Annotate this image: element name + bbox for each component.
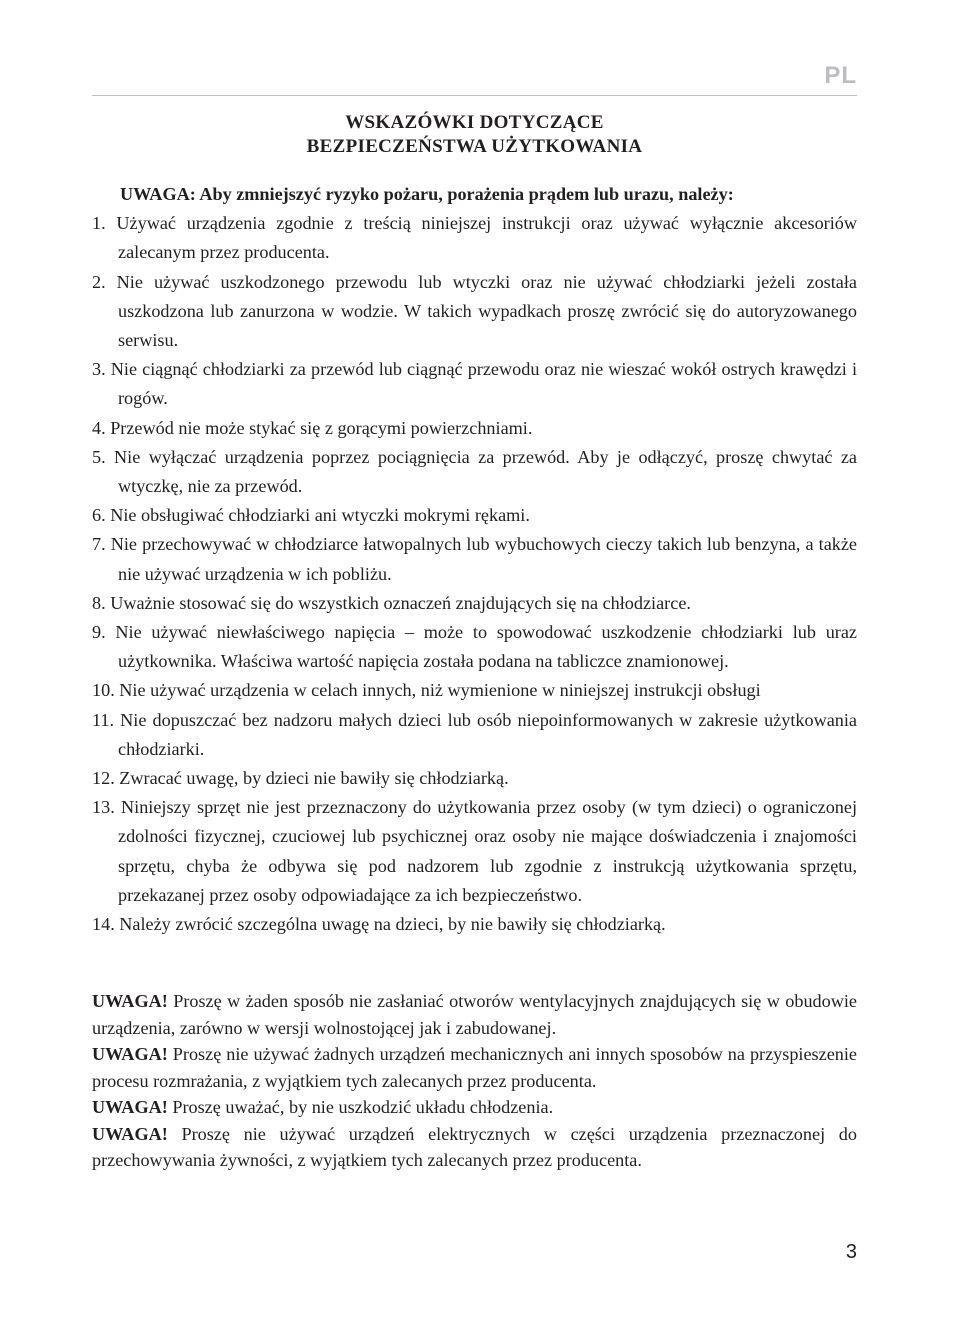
lead-warning: UWAGA: Aby zmniejszyć ryzyko pożaru, porażenia prądem lub urazu, należy:	[120, 184, 734, 204]
warnings-section	[92, 988, 857, 1174]
item-number: 6.	[92, 505, 106, 526]
item-number: 12.	[92, 768, 115, 789]
language-label: PL	[824, 62, 857, 89]
item-text: Zwracać uwagę, by dzieci nie bawiły się chłodziarką.	[119, 768, 509, 789]
item-number: 5.	[92, 446, 106, 467]
header-divider	[92, 95, 857, 96]
page-title	[92, 111, 857, 159]
list-item	[92, 268, 857, 356]
item-text: Nie wyłączać urządzenia poprzez pociągnięcia za przewód. Aby je odłączyć, proszę chwytać za wtyczkę, nie za przewód.	[114, 446, 857, 497]
item-text: Nie używać urządzenia w celach innych, niż wymienione w niniejszej instrukcji obsługi	[119, 680, 761, 701]
item-text: Nie ciągnąć chłodziarki za przewód lub ciągnąć przewodu oraz nie wieszać wokół ostrych krawędzi i rogów.	[110, 359, 858, 409]
warning-text: Proszę uważać, by nie uszkodzić układu chłodzenia.	[172, 1097, 554, 1117]
page-number: 3	[845, 1241, 857, 1263]
list-item	[92, 706, 857, 764]
instruction-list	[92, 209, 857, 939]
list-item	[92, 793, 857, 910]
warning-text: Proszę nie używać urządzeń elektrycznych w części urządzenia przeznaczonej do przechowywania żywności, z wyjątkiem tych zalecanych przez producenta.	[92, 1123, 857, 1170]
list-item	[92, 355, 857, 413]
item-text: Nie używać uszkodzonego przewodu lub wtyczki oraz nie używać chłodziarki jeżeli została uszkodzona lub zanurzona w wodzie. W takich wypadkach proszę zwrócić się do autoryzowanego serwisu.	[116, 271, 858, 351]
item-text: Nie przechowywać w chłodziarce łatwopalnych lub wybuchowych cieczy takich lub benzyna, a także nie używać urządzenia w ich pobliżu.	[110, 534, 858, 584]
item-number: 7.	[92, 534, 106, 555]
item-number: 10.	[92, 680, 115, 701]
item-number: 8.	[92, 592, 106, 613]
item-text: Przewód nie może stykać się z gorącymi powierzchniami.	[110, 417, 533, 438]
list-item	[92, 676, 857, 705]
warning-text: Proszę w żaden sposób nie zasłaniać otworów wentylacyjnych znajdujących się w obudowie urządzenia, zarówno w wersji wolnostojącej jak i zabudowanej.	[92, 991, 857, 1038]
title-line-1: WSKAZÓWKI DOTYCZĄCE	[345, 112, 604, 133]
item-number: 3.	[92, 359, 106, 380]
list-item	[92, 501, 857, 530]
item-text: Niniejszy sprzęt nie jest przeznaczony do użytkowania przez osoby (w tym dzieci) o ograniczonej zdolności fizycznej, czuciowej lub psychicznej oraz osoby nie mające doświadczenia i znajomości sprzętu, chyba że odbywa się pod nadzorem lub zgodnie z instrukcją użytkowania sprzętu, przekazanej przez osoby odpowiadające za ich bezpieczeństwo.	[118, 797, 858, 905]
item-number: 13.	[92, 797, 115, 818]
warning-text: Proszę nie używać żadnych urządzeń mechanicznych ani innych sposobów na przyspieszenie procesu rozmrażania, z wyjątkiem tych zalecanych przez producenta.	[92, 1044, 857, 1091]
list-item	[92, 209, 857, 267]
item-number: 1.	[92, 213, 106, 234]
warning-label: UWAGA!	[92, 1123, 168, 1144]
warning-paragraph	[92, 988, 857, 1041]
item-text: Używać urządzenia zgodnie z treścią niniejszej instrukcji oraz używać wyłącznie akcesoriów zalecanym przez producenta.	[116, 213, 857, 263]
item-text: Nie dopuszczać bez nadzoru małych dzieci lub osób niepoinformowanych w zakresie użytkowania chłodziarki.	[118, 709, 857, 759]
warning-label: UWAGA!	[92, 991, 168, 1011]
list-item	[92, 910, 857, 939]
warning-paragraph	[92, 1121, 857, 1174]
warning-paragraph	[92, 1041, 857, 1094]
item-text: Należy zwrócić szczególna uwagę na dzieci, by nie bawiły się chłodziarką.	[119, 914, 666, 935]
list-item	[92, 530, 857, 588]
item-number: 11.	[92, 709, 115, 730]
warning-paragraph	[92, 1094, 857, 1121]
warning-label: UWAGA!	[92, 1044, 168, 1064]
item-number: 14.	[92, 914, 115, 935]
item-number: 9.	[92, 622, 106, 643]
item-number: 2.	[92, 271, 106, 292]
item-text: Nie obsługiwać chłodziarki ani wtyczki mokrymi rękami.	[110, 505, 530, 526]
item-text: Uważnie stosować się do wszystkich oznaczeń znajdujących się na chłodziarce.	[110, 592, 691, 613]
item-text: Nie używać niewłaściwego napięcia – może to spowodować uszkodzenie chłodziarki lub uraz użytkownika. Właściwa wartość napięcia została podana na tabliczce znamionowej.	[115, 622, 858, 672]
item-number: 4.	[92, 417, 106, 438]
list-item	[92, 589, 857, 618]
warning-label: UWAGA!	[92, 1097, 168, 1117]
list-item	[92, 443, 857, 501]
title-line-2: BEZPIECZEŃSTWA UŻYTKOWANIA	[306, 136, 643, 157]
list-item	[92, 414, 857, 443]
safety-instructions	[92, 180, 857, 939]
list-item	[92, 764, 857, 793]
list-item	[92, 618, 857, 676]
